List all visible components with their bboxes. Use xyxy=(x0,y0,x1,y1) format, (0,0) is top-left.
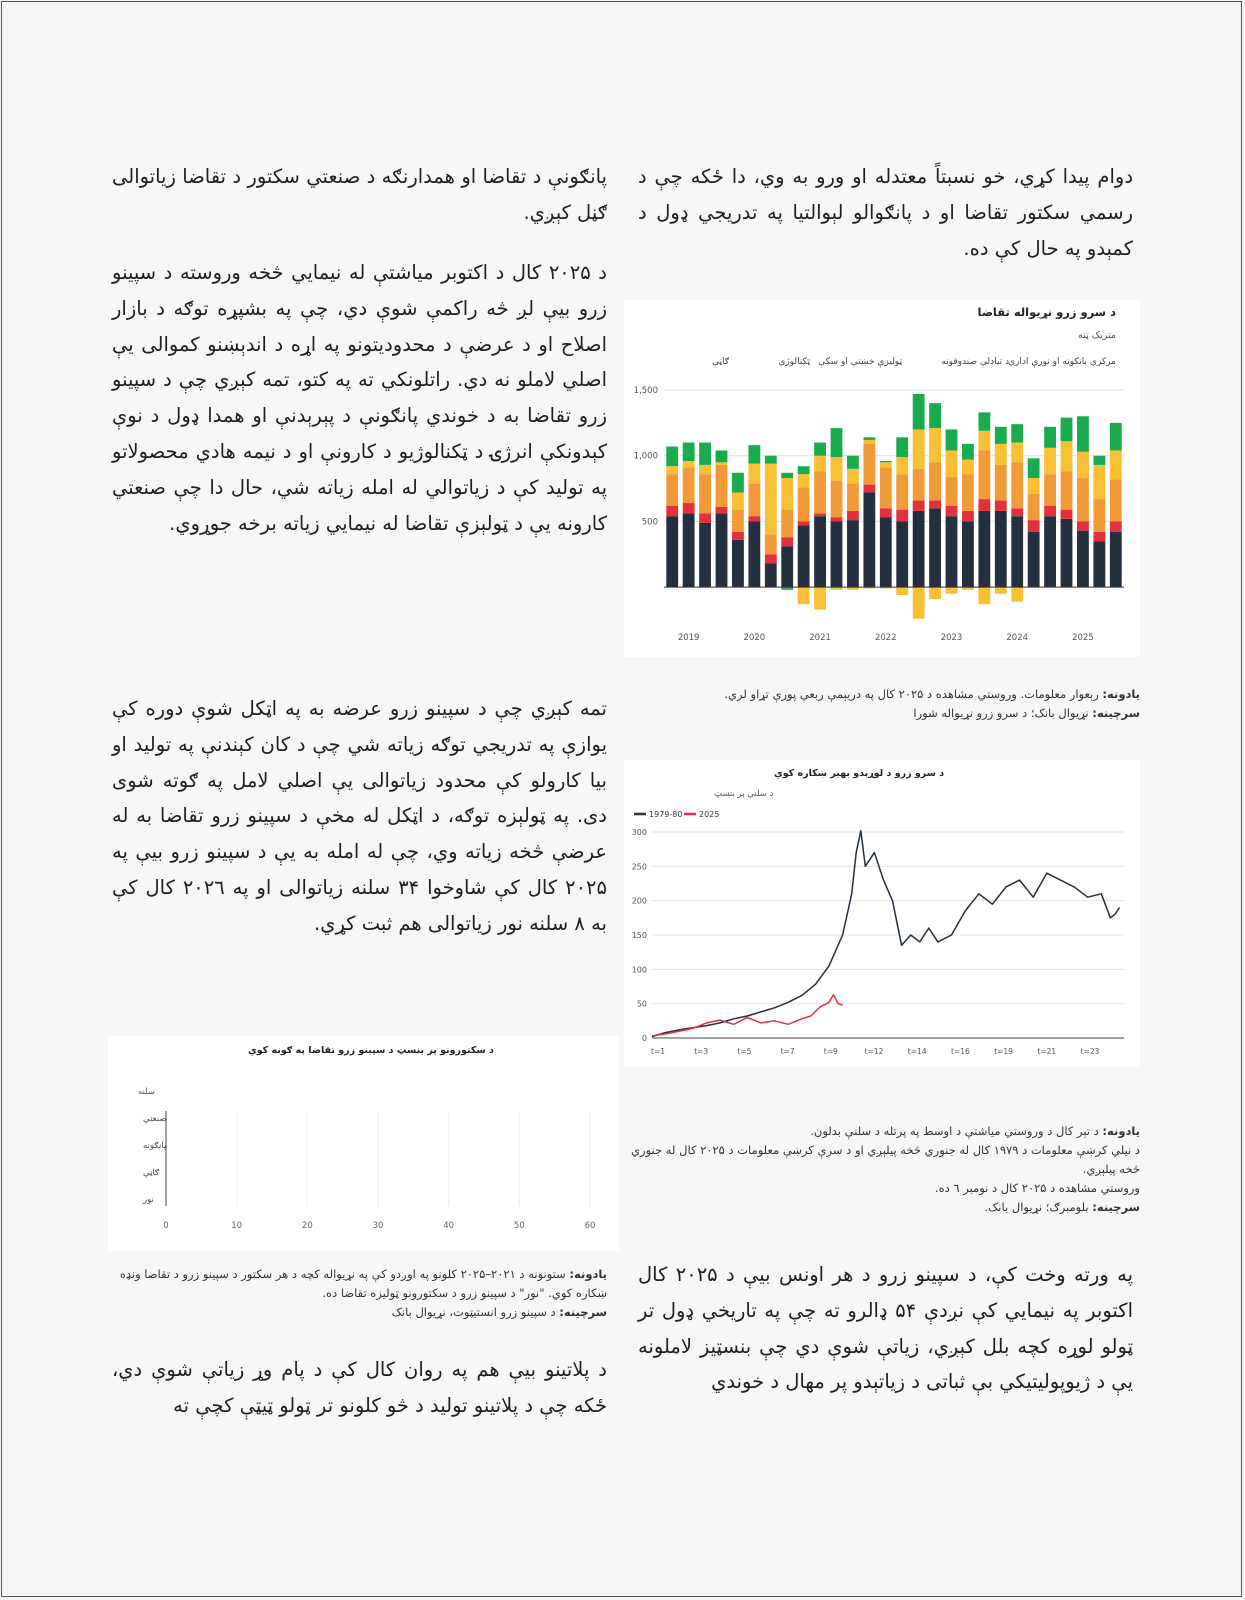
page xyxy=(1,1,1242,1597)
chart-subtitle: سلنه xyxy=(138,1087,156,1097)
y-tick-label: 0 xyxy=(641,1034,647,1043)
bar-segment xyxy=(995,427,1007,444)
bar-segment xyxy=(699,474,711,513)
bar-segment xyxy=(716,514,728,588)
bar-segment xyxy=(978,450,990,499)
bar-segment xyxy=(1077,416,1089,451)
bar-negative xyxy=(798,587,810,604)
note-text: رېعوار معلومات. وروستي مشاهده د ۲۰۲۵ کال په دريېمې ربعې پورې تړاو لري. xyxy=(724,687,1099,701)
bar-negative xyxy=(995,587,1007,594)
x-tick-label: t=16 xyxy=(951,1047,970,1056)
bar-segment xyxy=(1028,458,1040,478)
bar-segment xyxy=(880,517,892,587)
bar-segment xyxy=(1044,474,1056,506)
y-tick-label: 200 xyxy=(631,896,647,906)
bar-segment xyxy=(913,500,925,511)
y-tick-label: 1,000 xyxy=(633,451,658,462)
bar-segment xyxy=(896,437,908,457)
bar-segment xyxy=(1093,456,1105,465)
note-text-3: وروستي مشاهده د ۲۰۲۵ کال د نومبر ٦ ده. xyxy=(934,1181,1140,1195)
x-tick-label: 2021 xyxy=(809,633,831,643)
bar-segment xyxy=(1077,521,1089,530)
legend-label: ګاڼې xyxy=(711,357,729,367)
bar-segment xyxy=(847,483,859,511)
y-tick-label: 500 xyxy=(641,517,658,528)
bar-segment xyxy=(732,473,744,493)
bar-segment xyxy=(765,554,777,563)
figure2-notes xyxy=(624,1122,1140,1217)
right-paragraph-2: په ورته وخت کې، د سپينو زرو د هر اونس بيې د ۲۰۲۵ کال اکتوبر په نيمايي کې نږدې ۵۴ ډالرو ته چې په تاريخي ډول تر ټولو لوړه کچه بلل کېږي، زياتې شوې دي چې بنسټيز لاملونه يې د ژيوپوليتيکي بې ثباتی د زياتېدو پر مهال د خوندي xyxy=(638,1263,1133,1394)
bar-segment xyxy=(699,443,711,465)
bar-segment xyxy=(716,450,728,462)
bar-segment xyxy=(929,500,941,508)
bar-segment xyxy=(732,493,744,510)
bar-segment xyxy=(666,506,678,517)
bar-segment xyxy=(1011,424,1023,442)
x-tick-label: t=14 xyxy=(907,1047,927,1056)
bar-segment xyxy=(748,483,760,516)
bar-segment xyxy=(1011,462,1023,508)
bar-segment xyxy=(748,516,760,521)
note-label: يادونه: xyxy=(1102,1124,1140,1138)
bar-segment xyxy=(781,478,793,510)
bar-segment xyxy=(880,468,892,509)
right-paragraph-1: دوام پيدا کړي، خو نسبتاً معتدله او ورو به وي، دا ځکه چې د رسمي سکتور تقاضا او د پانګوالو لېوالتيا په تدريجي ډول د کمېدو په حال کې ده. xyxy=(638,165,1133,260)
bar-segment xyxy=(847,456,859,469)
bar-segment xyxy=(995,444,1007,465)
bar-segment xyxy=(1028,478,1040,494)
bar-segment xyxy=(798,466,810,474)
note-text-2: د نيلي کرښې معلومات د ۱۹۷۹ کال له جنوري څخه پيلېږي او د سرې کرښې معلومات د ۲۰۲۵ کال له جنوري څخه پيلېږي. xyxy=(631,1143,1140,1176)
bar-segment xyxy=(978,412,990,430)
bar-segment xyxy=(683,503,695,514)
bar-segment xyxy=(1093,465,1105,499)
x-tick-label: 60 xyxy=(584,1221,596,1231)
bar-segment xyxy=(699,514,711,523)
bar-segment xyxy=(913,394,925,429)
bar-segment xyxy=(716,507,728,514)
chart-subtitle: متريک ټنه xyxy=(1078,330,1116,341)
x-tick-label: t=19 xyxy=(994,1047,1013,1056)
bar-segment xyxy=(683,443,695,461)
bar-segment xyxy=(798,487,810,521)
bar-segment xyxy=(732,532,744,540)
bar-segment xyxy=(978,499,990,511)
bar-segment xyxy=(1044,448,1056,474)
bar-segment xyxy=(666,447,678,467)
x-tick-label: t=5 xyxy=(737,1047,752,1056)
bar-segment xyxy=(995,511,1007,587)
bar-segment xyxy=(814,443,826,456)
bar-segment xyxy=(929,428,941,462)
bar-segment xyxy=(781,473,793,478)
bar-segment xyxy=(1028,494,1040,520)
bar-segment xyxy=(831,521,843,587)
bar-segment xyxy=(814,516,826,587)
bar-segment xyxy=(946,450,958,476)
legend-label: 2025 xyxy=(699,810,720,819)
bar-segment xyxy=(995,465,1007,500)
x-tick-label: t=21 xyxy=(1037,1047,1057,1056)
bar-segment xyxy=(1061,441,1073,471)
bar-segment xyxy=(765,563,777,587)
y-tick-label: 150 xyxy=(631,931,647,940)
bar-segment xyxy=(1110,450,1122,479)
figure-gold-demand xyxy=(624,300,1140,657)
bar-segment xyxy=(798,521,810,525)
bar-segment xyxy=(781,510,793,538)
bar-segment xyxy=(978,511,990,587)
category-label: پانګونه xyxy=(143,1141,167,1151)
x-tick-label: 2022 xyxy=(874,633,897,643)
bar-segment xyxy=(1011,443,1023,463)
bar-segment xyxy=(716,465,728,507)
bar-segment xyxy=(962,521,974,587)
bar-segment xyxy=(748,521,760,587)
y-tick-label: 300 xyxy=(631,828,647,837)
bar-segment xyxy=(798,525,810,587)
x-tick-label: 2025 xyxy=(1072,633,1094,643)
figure-gold-rise xyxy=(624,760,1140,1066)
bar-segment xyxy=(1044,506,1056,517)
figure-silver-demand xyxy=(108,1036,619,1251)
bar-negative xyxy=(946,587,958,594)
bar-negative xyxy=(814,587,826,609)
bar-segment xyxy=(765,464,777,535)
bar-segment xyxy=(863,444,875,485)
y-tick-label: 100 xyxy=(631,965,647,975)
x-tick-label: 2020 xyxy=(743,633,766,643)
y-tick-label: 250 xyxy=(631,862,647,872)
bar-segment xyxy=(847,469,859,483)
legend-label: د تبادلې صندوقونه xyxy=(941,357,1009,367)
chart-subtitle: د سلنې پر بنسټ xyxy=(714,789,774,799)
bar-segment xyxy=(1093,499,1105,532)
bar-segment xyxy=(831,481,843,518)
chart-title: د سرو زرو د لوړېدو بهير ښکاره کوي xyxy=(774,768,945,779)
bar-segment xyxy=(1011,516,1023,587)
x-tick-label: t=1 xyxy=(651,1047,665,1056)
figure3-notes xyxy=(112,1265,607,1322)
chart-title: د سرو زرو نړيواله تقاضا xyxy=(977,305,1116,319)
bar-segment xyxy=(666,466,678,474)
bar-segment xyxy=(929,508,941,587)
source-text: د سپينو زرو انستيټوت، نړيوال بانک xyxy=(391,1305,556,1319)
bar-segment xyxy=(913,511,925,587)
bar-segment xyxy=(913,469,925,501)
bar-segment xyxy=(1110,521,1122,532)
bar-segment xyxy=(732,540,744,587)
bar-segment xyxy=(962,444,974,460)
bar-segment xyxy=(913,429,925,468)
x-tick-label: t=7 xyxy=(780,1047,795,1056)
bar-segment xyxy=(1044,516,1056,587)
source-label: سرچينه: xyxy=(1092,1200,1140,1214)
source-text: نړيوال بانک؛ د سرو زرو نړيواله شورا xyxy=(913,706,1089,720)
bar-segment xyxy=(929,403,941,428)
x-tick-label: t=3 xyxy=(694,1047,709,1056)
bar-segment xyxy=(1028,520,1040,532)
bar-segment xyxy=(896,510,908,522)
bar-segment xyxy=(1093,532,1105,541)
bar-negative xyxy=(978,587,990,604)
bar-segment xyxy=(978,431,990,451)
legend-label: ټوليزې خښتې او سکې xyxy=(818,357,902,367)
bar-segment xyxy=(748,445,760,463)
x-tick-label: 30 xyxy=(372,1221,384,1231)
bar-segment xyxy=(962,511,974,522)
category-label: ګاڼې xyxy=(143,1168,160,1178)
bar-segment xyxy=(880,508,892,517)
bar-segment xyxy=(863,437,875,440)
bar-segment xyxy=(946,516,958,587)
legend-label: 1979-80 xyxy=(649,810,683,819)
bar-segment xyxy=(814,456,826,472)
bar-segment xyxy=(814,471,826,513)
bar-segment xyxy=(896,474,908,509)
legend-label: مرکزي بانکونه او نورې اداري xyxy=(1007,357,1116,367)
bar-segment xyxy=(765,456,777,464)
bar-segment xyxy=(880,462,892,467)
x-tick-label: 2023 xyxy=(940,633,963,643)
bar-segment xyxy=(847,511,859,520)
bar-segment xyxy=(962,474,974,511)
bar-segment xyxy=(1011,508,1023,516)
left-paragraph-3: تمه کېږي چې د سپينو زرو عرضه به په اټکل شوې دوره کې يوازې په تدريجي توګه زياته شي چې د کان کېندنې په توليد او بيا کارولو کې محدود زياتوالی يې اصلي لامل په ګوته شوی دی. په ټولېزه توګه، د اټکل له مخې د سپينو زرو تقاضا به له عرضې څخه زياته وي، چې له امله به يې د سپينو زرو بيې په ۲۰۲۵ کال کې شاوخوا ۳۴ سلنه زياتوالی او په ۲۰۲٦ کال کې به ۸ سلنه نور زياتوالی هم ثبت کړي. xyxy=(112,697,608,935)
bar-segment xyxy=(946,477,958,506)
bar-segment xyxy=(831,457,843,481)
note-label: يادونه: xyxy=(569,1267,607,1281)
bar-segment xyxy=(863,493,875,588)
bar-segment xyxy=(1061,510,1073,519)
x-tick-label: t=9 xyxy=(823,1047,838,1056)
note-label: يادونه: xyxy=(1102,687,1140,701)
bar-segment xyxy=(732,510,744,532)
bar-segment xyxy=(929,462,941,500)
x-tick-label: t=23 xyxy=(1080,1047,1100,1056)
bar-segment xyxy=(666,516,678,587)
bar-segment xyxy=(765,535,777,555)
bar-segment xyxy=(1061,471,1073,509)
left-paragraph-4: د پلاتينو بيې هم په روان کال کې د پام وړ زياتې شوې دي، ځکه چې د پلاتينو توليد د څو کلونو تر ټولو ټيټې کچې ته xyxy=(112,1358,607,1417)
note-text-1: د تېر کال د وروستي مياشتې د اوسط په پرتله د سلنې بدلون. xyxy=(810,1124,1099,1138)
bar-segment xyxy=(863,485,875,493)
bar-segment xyxy=(699,523,711,587)
chart-title: د سکتورونو پر بنسټ د سپينو زرو تقاضا په ګونه کوي xyxy=(248,1045,494,1056)
bar-segment xyxy=(748,464,760,484)
bar-segment xyxy=(683,468,695,503)
bar-segment xyxy=(814,514,826,517)
bar-segment xyxy=(831,428,843,457)
category-label: صنعتي xyxy=(143,1114,167,1124)
bar-segment xyxy=(962,460,974,474)
bar-segment xyxy=(716,462,728,465)
y-tick-label: 50 xyxy=(636,999,647,1009)
note-text: ستونونه د ۲۰۲۱–۲۰۲۵ کلونو په اوږدو کې په نړيواله کچه د هر سکتور د سپينو زرو د تقاضا ونډه ښکاره کوي. "نور" د سپينو زرو د سکتورونو ټوليزه تقاضا ده. xyxy=(119,1267,607,1300)
bar-segment xyxy=(863,440,875,444)
bar-segment xyxy=(946,506,958,517)
bar-segment xyxy=(1044,427,1056,448)
bar-segment xyxy=(798,474,810,487)
bar-segment xyxy=(946,429,958,450)
bar-segment xyxy=(1110,532,1122,587)
bar-negative xyxy=(896,587,908,595)
bar-segment xyxy=(1110,423,1122,451)
x-tick-label: 2019 xyxy=(677,633,700,643)
legend-label: ټکنالوژي xyxy=(778,357,810,367)
bar-segment xyxy=(683,514,695,588)
bar-negative xyxy=(913,587,925,619)
bar-segment xyxy=(781,537,793,546)
source-text: بلومبرګ؛ نړيوال بانک. xyxy=(984,1200,1089,1214)
source-label: سرچينه: xyxy=(1092,706,1140,720)
x-tick-label: 20 xyxy=(301,1221,313,1231)
bar-segment xyxy=(1110,479,1122,521)
bar-segment xyxy=(1093,541,1105,587)
bar-segment xyxy=(1061,418,1073,442)
x-tick-label: 0 xyxy=(163,1221,169,1231)
category-label: نور xyxy=(143,1195,154,1205)
series-line-1979 xyxy=(652,831,1120,1037)
bar-segment xyxy=(1077,452,1089,478)
bar-segment xyxy=(847,520,859,587)
bar-segment xyxy=(781,546,793,587)
gold-demand-chart xyxy=(624,300,1140,657)
bar-segment xyxy=(896,457,908,474)
bar-segment xyxy=(1061,519,1073,587)
bar-segment xyxy=(896,521,908,587)
bar-segment xyxy=(666,474,678,506)
bar-segment xyxy=(1077,531,1089,588)
bar-segment xyxy=(683,461,695,468)
bar-negative xyxy=(1011,587,1023,601)
y-tick-label: 1,500 xyxy=(633,386,658,396)
x-tick-label: 10 xyxy=(231,1221,243,1231)
silver-demand-chart xyxy=(108,1036,619,1251)
bar-segment xyxy=(1028,532,1040,587)
x-tick-label: 2024 xyxy=(1006,633,1029,643)
source-label: سرچينه: xyxy=(559,1305,607,1319)
gold-rise-chart xyxy=(624,760,1140,1066)
bar-segment xyxy=(831,517,843,521)
x-tick-label: 40 xyxy=(443,1221,455,1231)
bar-negative xyxy=(929,587,941,599)
bar-segment xyxy=(880,461,892,462)
x-tick-label: t=12 xyxy=(864,1047,884,1056)
left-paragraph-1: پانګونې د تقاضا او همدارنګه د صنعتي سکتور د تقاضا زياتوالی ګڼل کېږي. xyxy=(112,165,607,224)
bar-segment xyxy=(1077,478,1089,521)
bar-segment xyxy=(699,465,711,474)
figure1-notes xyxy=(624,685,1140,723)
left-paragraph-2: د ۲۰۲۵ کال د اکتوبر مياشتې له نيمايي څخه وروسته د سپينو زرو بيې لږ څه راکمې شوې دي، چې په بشپړه توګه د بازار اصلاح او د عرضې د محدوديتونو په اړه د اندېښنو کموالی يې اصلي لاملو نه دي. راتلونکي ته په کتو، تمه کېږي چې د سپينو زرو تقاضا به د خوندي پانګونې د پېرېدنې او همدا ډول د نوې کېدونکې انرژۍ د ټکنالوژيو د کارونې او د نيمه هادي محصولاتو په توليد کې د زياتوالي له امله زياته شي، حال دا چې صنعتي کارونه يې د ټولېزې تقاضا له نيمايي زياته برخه جوړوي. xyxy=(112,261,607,535)
x-tick-label: 50 xyxy=(513,1221,525,1231)
bar-segment xyxy=(995,500,1007,511)
